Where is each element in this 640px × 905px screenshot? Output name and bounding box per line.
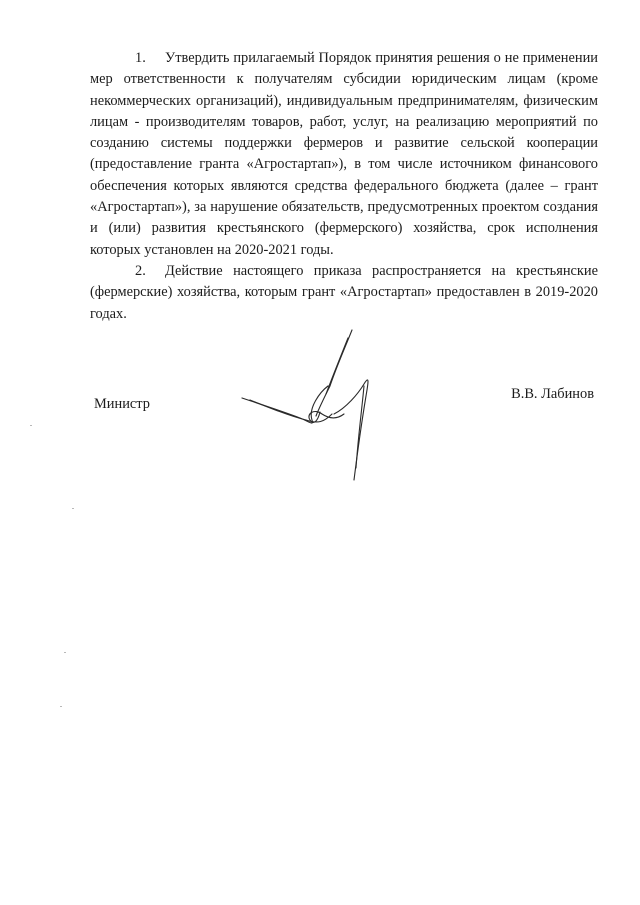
scan-speck — [60, 706, 62, 707]
signer-name: В.В. Лабинов — [511, 386, 594, 402]
signer-role: Министр — [94, 396, 150, 412]
paragraph-2 — [90, 261, 598, 325]
scan-speck — [64, 652, 66, 653]
paragraph-2-number: 2. — [135, 262, 146, 279]
paragraph-1-text: Утвердить прилагаемый Порядок принятия решения о не применении мер ответственности к получателям субсидии юридическим лицам (кроме некоммерческих организаций), индивидуальным предпринимателям, физическим лицам - производителям товаров, работ, услуг, на реализацию мероприятий по созданию системы поддержки фермеров и развитие сельской кооперации (предоставление гранта «Агростартап»), в том числе источником финансового обеспечения которых являются средства федерального бюджета (далее – грант «Агростартап»), за нарушение обязательств, предусмотренных проектом создания и (или) развития крестьянского (фермерского) хозяйства, срок исполнения которых установлен на 2020-2021 годы. — [90, 50, 598, 258]
paragraph-1-number: 1. — [135, 50, 146, 66]
handwritten-signature — [240, 328, 390, 488]
scan-speck — [30, 425, 32, 426]
scan-speck — [72, 508, 74, 509]
paragraph-1 — [90, 48, 598, 261]
document-body — [90, 48, 598, 325]
paragraph-2-text: Действие настоящего приказа распространяется на крестьянские (фермерские) хозяйства, которым грант «Агростартап» предоставлен в 2019-2020 годах. — [90, 262, 598, 322]
